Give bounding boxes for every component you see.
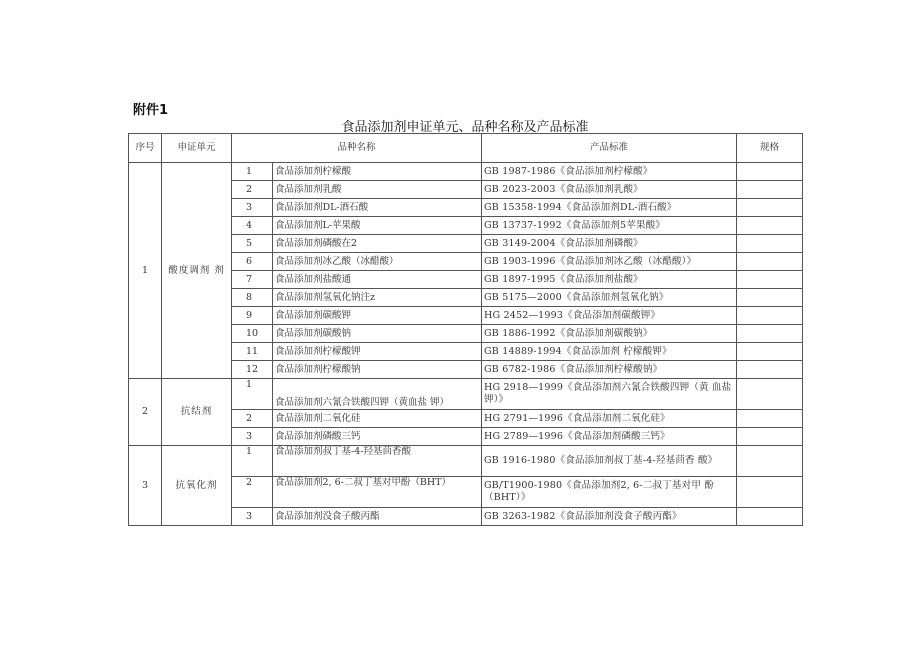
item-spec (737, 379, 803, 410)
item-standard: GB 3149-2004《食品添加剂磷酸》 (482, 235, 737, 253)
item-standard: GB 13737-1992《食品添加剂5苹果酸》 (482, 217, 737, 235)
table-row (129, 379, 803, 410)
item-no: 8 (232, 289, 273, 307)
item-no: 1 (232, 163, 273, 181)
item-no: 1 (232, 379, 273, 410)
table-row (129, 163, 803, 181)
item-standard: GB 1903-1996《食品添加剂冰乙酸（冰醋酸）》 (482, 253, 737, 271)
item-no: 7 (232, 271, 273, 289)
item-spec (737, 199, 803, 217)
item-name: 食品添加剂L-苹果酸 (273, 217, 482, 235)
document-title: 食品添加剂申证单元、品种名称及产品标准 (341, 120, 589, 135)
item-no: 4 (232, 217, 273, 235)
item-spec (737, 325, 803, 343)
item-no: 5 (232, 235, 273, 253)
item-standard: GB 1987-1986《食品添加剂柠檬酸》 (482, 163, 737, 181)
item-standard: GB 6782-1986《食品添加剂柠檬酸钠》 (482, 361, 737, 379)
item-no: 3 (232, 428, 273, 446)
item-spec (737, 428, 803, 446)
item-no: 6 (232, 253, 273, 271)
item-no: 3 (232, 508, 273, 526)
group-unit: 抗结剂 (162, 379, 232, 446)
item-standard: GB 2023-2003《食品添加剂乳酸》 (482, 181, 737, 199)
item-spec (737, 181, 803, 199)
item-spec (737, 235, 803, 253)
header-row (129, 134, 803, 163)
standards-table (128, 133, 803, 526)
group-seq: 3 (129, 446, 162, 526)
item-standard: GB 1886-1992《食品添加剂碳酸钠》 (482, 325, 737, 343)
item-name: 食品添加剂柠檬酸钠 (273, 361, 482, 379)
item-standard: GB 14889-1994《食品添加剂 柠檬酸钾》 (482, 343, 737, 361)
item-no: 2 (232, 410, 273, 428)
item-name: 食品添加剂二氧化硅 (273, 410, 482, 428)
item-standard: GB 15358-1994《食品添加剂DL-酒石酸》 (482, 199, 737, 217)
item-no: 9 (232, 307, 273, 325)
item-no: 1 (232, 446, 273, 477)
group-seq: 2 (129, 379, 162, 446)
item-name: 食品添加剂碳酸钾 (273, 307, 482, 325)
item-spec (737, 343, 803, 361)
header-spec: 规格 (737, 134, 803, 163)
item-standard: HG 2452—1993《食品添加剂碳酸钾》 (482, 307, 737, 325)
item-name: 食品添加剂氢氧化钠注z (273, 289, 482, 307)
item-spec (737, 289, 803, 307)
item-name: 食品添加剂DL-酒石酸 (273, 199, 482, 217)
item-standard: GB 1916-1980《食品添加剂叔丁基-4-羟基茴香 酸》 (482, 446, 737, 477)
item-name: 食品添加剂没食子酸丙酯 (273, 508, 482, 526)
item-spec (737, 271, 803, 289)
item-standard: HG 2918—1999《食品添加剂六氰合铁酸四钾（黄 血盐钾）》 (482, 379, 737, 410)
item-no: 10 (232, 325, 273, 343)
item-spec (737, 361, 803, 379)
item-name: 食品添加剂冰乙酸（冰醋酸） (273, 253, 482, 271)
header-standard: 产品标准 (482, 134, 737, 163)
item-name: 食品添加剂磷酸三钙 (273, 428, 482, 446)
item-name: 食品添加剂六氰合铁酸四钾（黄血盐 钾） (273, 379, 482, 410)
group-unit: 抗氧化剂 (162, 446, 232, 526)
item-spec (737, 253, 803, 271)
item-name: 食品添加剂2, 6-二叔丁基对甲酚（BHT） (273, 477, 482, 508)
item-spec (737, 410, 803, 428)
group-seq: 1 (129, 163, 162, 379)
item-standard: GB/T1900-1980《食品添加剂2, 6-二叔丁基对甲 酚（BHT）》 (482, 477, 737, 508)
item-no: 2 (232, 181, 273, 199)
header-variety: 品种名称 (232, 134, 482, 163)
item-spec (737, 217, 803, 235)
item-no: 2 (232, 477, 273, 508)
item-spec (737, 508, 803, 526)
item-name: 食品添加剂碳酸钠 (273, 325, 482, 343)
item-no: 12 (232, 361, 273, 379)
item-standard: HG 2789—1996《食品添加剂磷酸三钙》 (482, 428, 737, 446)
item-name: 食品添加剂叔丁基-4-羟基茴香酸 (273, 446, 482, 477)
item-spec (737, 446, 803, 477)
item-standard: HG 2791—1996《食品添加剂二氧化硅》 (482, 410, 737, 428)
item-name: 食品添加剂柠檬酸钾 (273, 343, 482, 361)
item-name: 食品添加剂乳酸 (273, 181, 482, 199)
item-name: 食品添加剂盐酸通 (273, 271, 482, 289)
item-standard: GB 5175—2000《食品添加剂氢氧化钠》 (482, 289, 737, 307)
item-standard: GB 1897-1995《食品添加剂盐酸》 (482, 271, 737, 289)
item-spec (737, 477, 803, 508)
item-no: 11 (232, 343, 273, 361)
item-no: 3 (232, 199, 273, 217)
item-spec (737, 163, 803, 181)
item-name: 食品添加剂柠檬酸 (273, 163, 482, 181)
item-spec (737, 307, 803, 325)
item-standard: GB 3263-1982《食品添加剂没食子酸丙酯》 (482, 508, 737, 526)
header-seq: 序号 (129, 134, 162, 163)
header-unit: 申证单元 (162, 134, 232, 163)
attachment-label: 附件1 (133, 103, 169, 118)
group-unit: 酸度调剂 剂 (162, 163, 232, 379)
table-row (129, 446, 803, 477)
item-name: 食品添加剂磷酸在2 (273, 235, 482, 253)
